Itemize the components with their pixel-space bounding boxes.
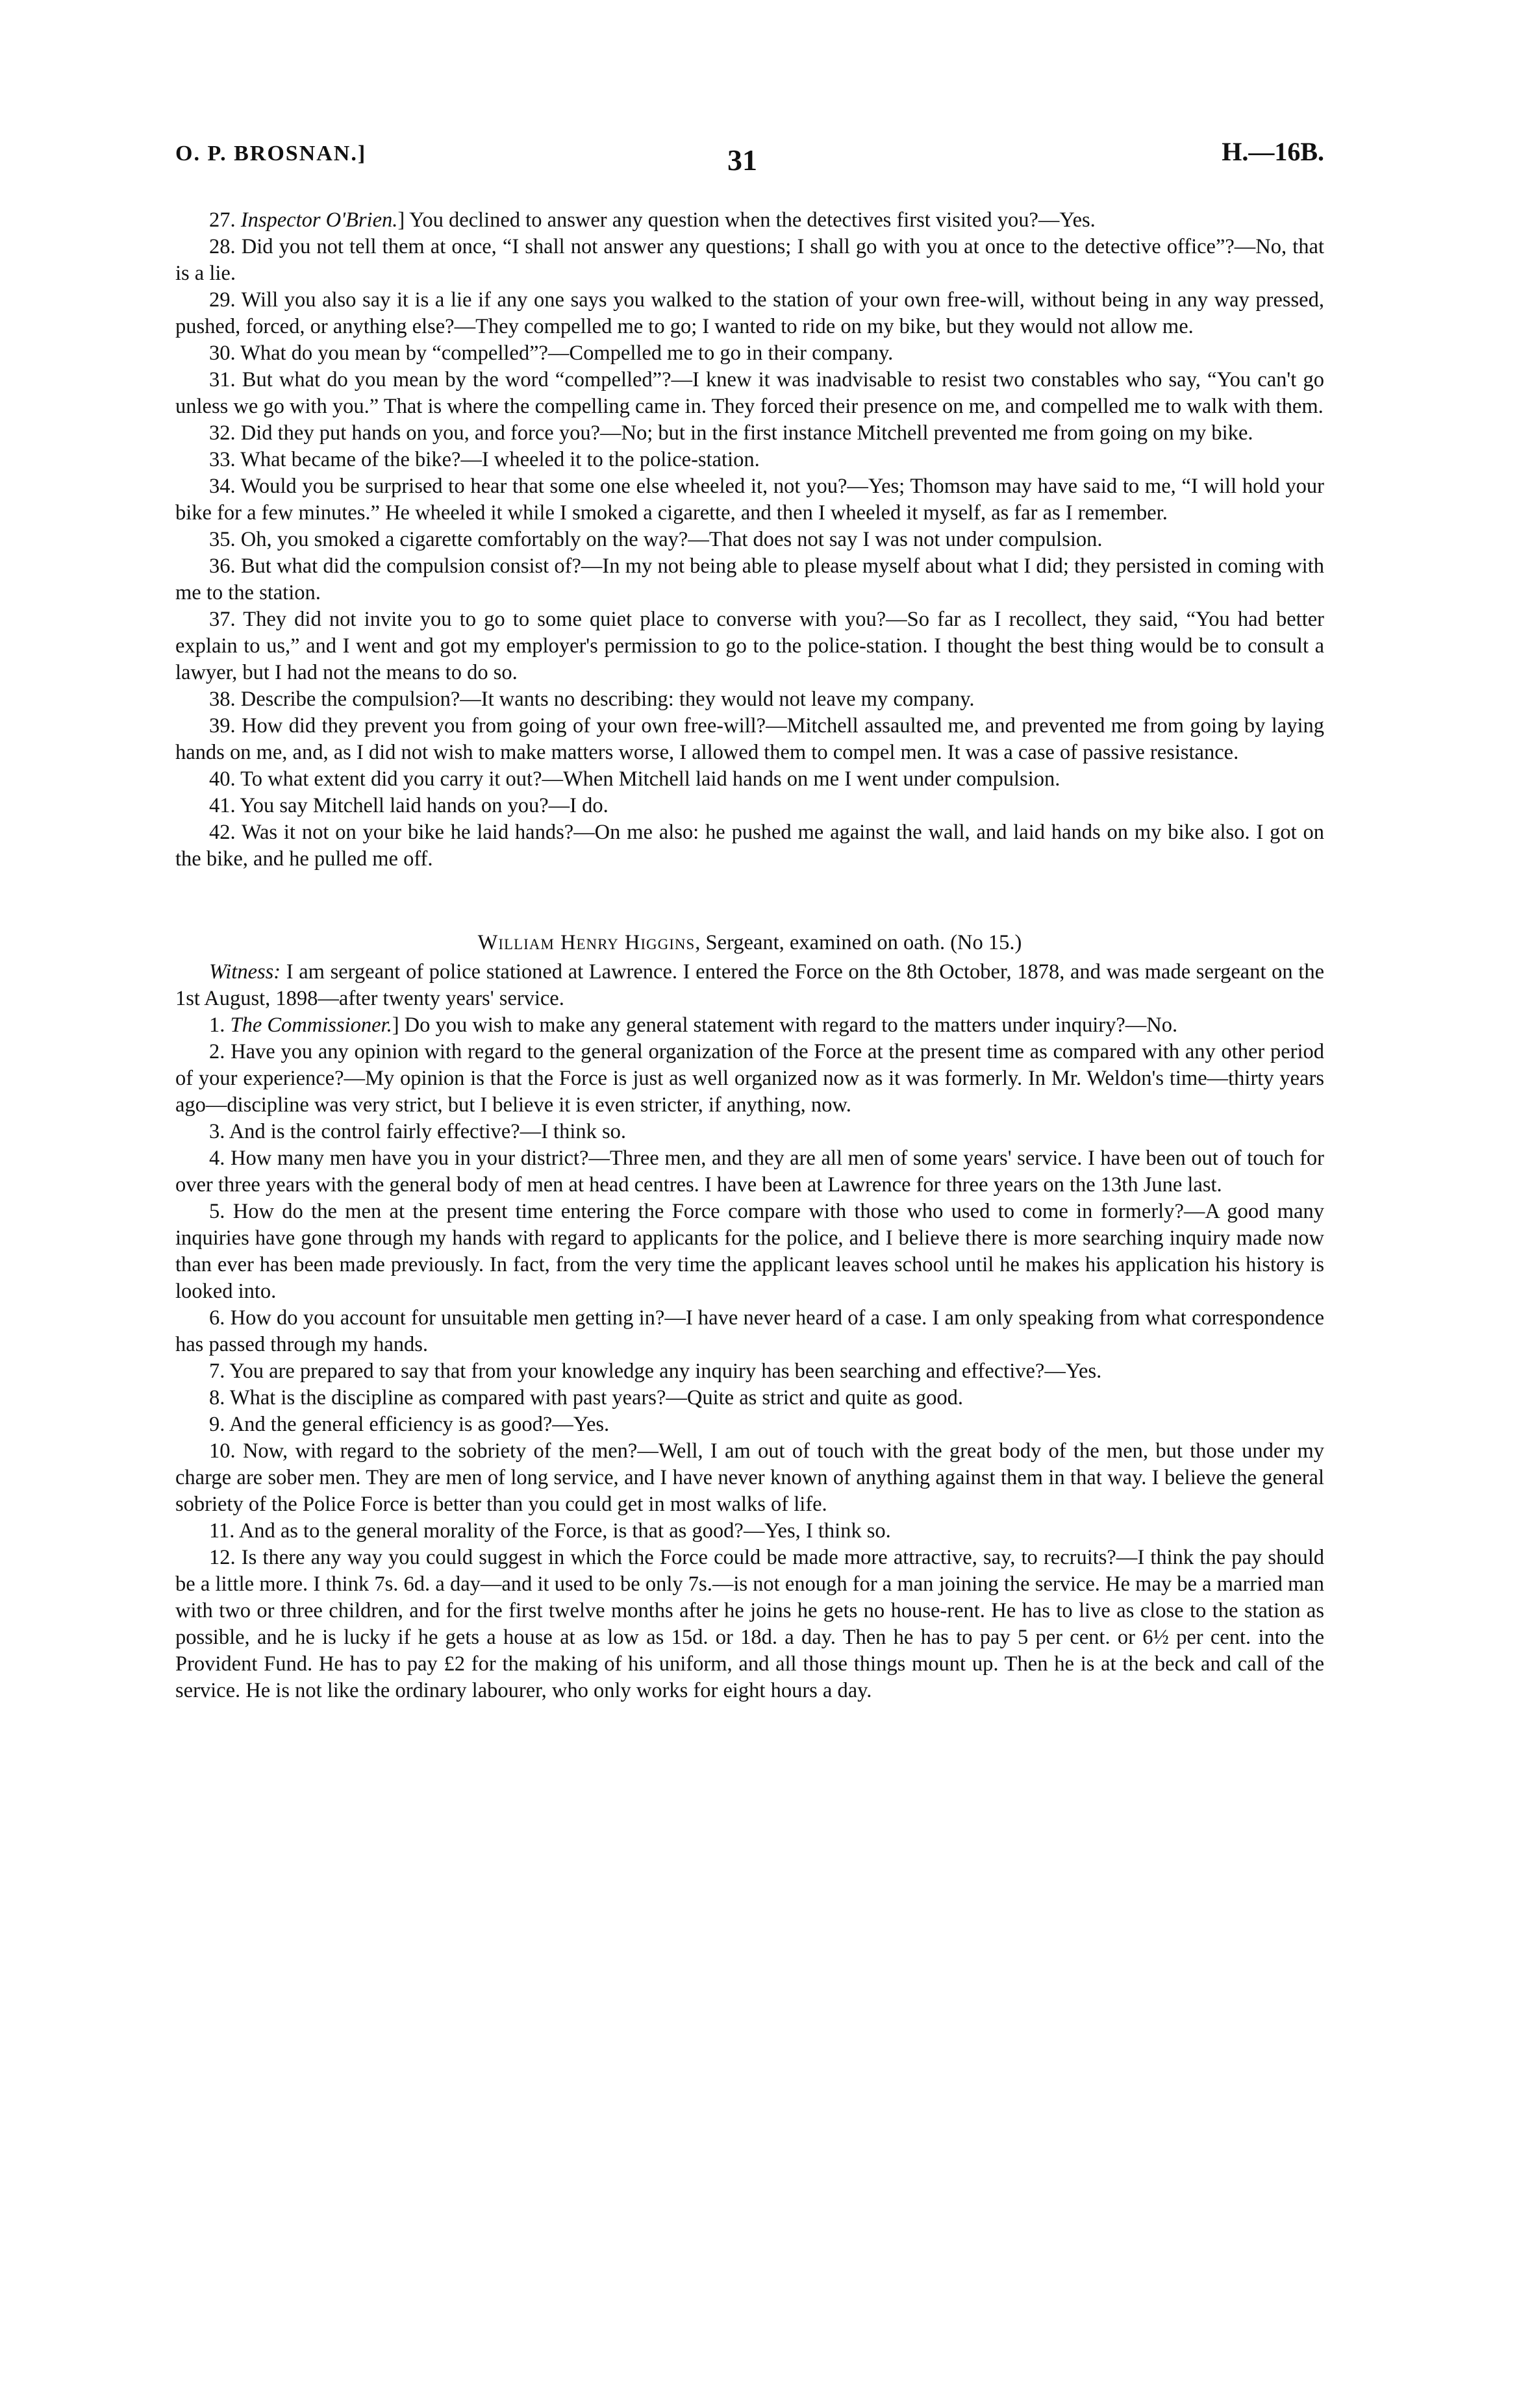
question-paragraph: 32. Did they put hands on you, and force you?—No; but in the first instance Mitchell prevented me from going on my bike. — [209, 421, 1253, 445]
speaker-name: Inspector O'Brien. — [240, 208, 398, 232]
question-paragraph: 35. Oh, you smoked a cigarette comfortably on the way?—That does not say I was not under compulsion. — [209, 528, 1103, 551]
question-paragraph: 4. How many men have you in your district?—Three men, and they are all men of some years' service. I have been out of touch for over three years with the general body of men at head centres. I have been at Lawrence for three years on the 13th June last. — [175, 1147, 1324, 1197]
question-paragraph: 33. What became of the bike?—I wheeled it to the police-station. — [209, 448, 760, 471]
question-paragraph: 31. But what do you mean by the word “compelled”?—I knew it was inadvisable to resist two constables who say, “You can't go unless we go with you.” That is where the compelling came in. They forced their presence on me, and compelled me to walk with them. — [175, 368, 1324, 418]
question-paragraph: 29. Will you also say it is a lie if any one says you walked to the station of your own free-will, without being in any way pressed, pushed, forced, or anything else?—They compelled me to go; I wanted to ride on my bike, but they would not allow me. — [175, 288, 1324, 338]
question-paragraph: 34. Would you be surprised to hear that some one else wheeled it, not you?—Yes; Thomson may have said to me, “I will hold your bike for a few minutes.” He wheeled it while I smoked a cigarette, and then I wheeled it myself, as far as I remember. — [175, 475, 1324, 525]
question-paragraph: 38. Describe the compulsion?—It wants no describing: they would not leave my company. — [209, 688, 975, 711]
header-paper-code: H.—16B. — [1222, 137, 1324, 166]
paragraph-text: ] Do you wish to make any general statement with regard to the matters under inquiry?—No. — [392, 1013, 1178, 1037]
question-paragraph: 12. Is there any way you could suggest in which the Force could be made more attractive, say, to recruits?—I think the pay should be a little more. I think 7s. 6d. a day—and it used to be only 7s.—is not enough for a man joining the service. He may be a married man with two or three children, and for the first twelve months after he joins he gets no house-rent. He has to live as close to the station as possible, and he is lucky if he gets a house at as low as 15d. or 18d. a day. Then he has to pay 5 per cent. or 6½ per cent. into the Provident Fund. He has to pay £2 for the making of his uniform, and all those things mount up. Then he is at the beck and call of the service. He is not like the ordinary labourer, who only works for eight hours a day. — [175, 1546, 1324, 1702]
question-paragraph: 41. You say Mitchell laid hands on you?—I do. — [209, 794, 609, 817]
question-paragraph: 28. Did you not tell them at once, “I shall not answer any questions; I shall go with you at once to the detective office”?—No, that is a lie. — [175, 235, 1324, 285]
question-paragraph: 40. To what extent did you carry it out?—When Mitchell laid hands on me I went under compulsion. — [209, 767, 1061, 791]
testimony-section-higgins — [175, 959, 1324, 1704]
question-paragraph: 3. And is the control fairly effective?—I think so. — [209, 1120, 627, 1143]
page-number: 31 — [727, 143, 757, 177]
question-paragraph: 8. What is the discipline as compared with past years?—Quite as strict and quite as good. — [209, 1386, 963, 1409]
section-title — [175, 930, 1324, 956]
question-paragraph: 9. And the general efficiency is as good?—Yes. — [209, 1413, 610, 1436]
question-paragraph: 30. What do you mean by “compelled”?—Compelled me to go in their company. — [209, 341, 894, 365]
paragraph-text: ] You declined to answer any question when the detectives first visited you?—Yes. — [397, 208, 1096, 232]
question-paragraph: 1. The Commissioner.] Do you wish to make any general statement with regard to the matters under inquiry?—No. — [209, 1013, 1178, 1037]
testimony-section-brosnan — [175, 207, 1324, 873]
speaker-name: The Commissioner. — [230, 1013, 392, 1037]
question-paragraph: 2. Have you any opinion with regard to the general organization of the Force at the present time as compared with any other period of your experience?—My opinion is that the Force is just as well organized now as it was formerly. In Mr. Weldon's time—thirty years ago—discipline was very strict, but I believe it is even stricter, if anything, now. — [175, 1040, 1324, 1117]
witness-description: , Sergeant, examined on oath. (No 15.) — [695, 931, 1022, 954]
question-paragraph: 36. But what did the compulsion consist of?—In my not being able to please myself about what I did; they persisted in coming with me to the station. — [175, 554, 1324, 604]
question-paragraph: 37. They did not invite you to go to some quiet place to converse with you?—So far as I recollect, they said, “You had better explain to us,” and I went and got my employer's permission to go to the police-station. I thought the best thing would be to consult a lawyer, but I had not the means to do so. — [175, 608, 1324, 684]
question-paragraph: 39. How did they prevent you from going of your own free-will?—Mitchell assaulted me, and prevented me from going by laying hands on me, and, as I did not wish to make matters worse, I allowed them to compel men. It was a case of passive resistance. — [175, 714, 1324, 764]
paragraph-text: I am sergeant of police stationed at Lawrence. I entered the Force on the 8th October, 1878, and was made sergeant on the 1st August, 1898—after twenty years' service. — [175, 960, 1324, 1010]
question-paragraph: 7. You are prepared to say that from your knowledge any inquiry has been searching and effective?—Yes. — [209, 1359, 1102, 1383]
question-paragraph: 27. Inspector O'Brien.] You declined to answer any question when the detectives first visited you?—Yes. — [209, 208, 1096, 232]
question-paragraph: 5. How do the men at the present time entering the Force compare with those who used to come in formerly?—A good many inquiries have gone through my hands with regard to applicants for the police, and I believe there is more searching inquiry made now than ever has been made previously. In fact, from the very time the applicant leaves school until he makes his application his history is looked into. — [175, 1200, 1324, 1303]
question-paragraph: 6. How do you account for unsuitable men getting in?—I have never heard of a case. I am only speaking from what correspondence has passed through my hands. — [175, 1306, 1324, 1356]
question-paragraph: 42. Was it not on your bike he laid hands?—On me also: he pushed me against the wall, and laid hands on my bike also. I got on the bike, and he pulled me off. — [175, 821, 1324, 871]
question-paragraph — [175, 959, 1324, 1012]
witness-name: William Henry Higgins — [477, 931, 696, 954]
header-witness-name: O. P. BROSNAN.] — [175, 142, 367, 166]
speaker-name: Witness: — [209, 960, 281, 984]
question-paragraph: 10. Now, with regard to the sobriety of the men?—Well, I am out of touch with the great body of the men, but those under my charge are sober men. They are men of long service, and I have never known of anything against them in that way. I believe the general sobriety of the Police Force is better than you could get in most walks of life. — [175, 1439, 1324, 1516]
question-paragraph: 11. And as to the general morality of the Force, is that as good?—Yes, I think so. — [209, 1519, 891, 1543]
